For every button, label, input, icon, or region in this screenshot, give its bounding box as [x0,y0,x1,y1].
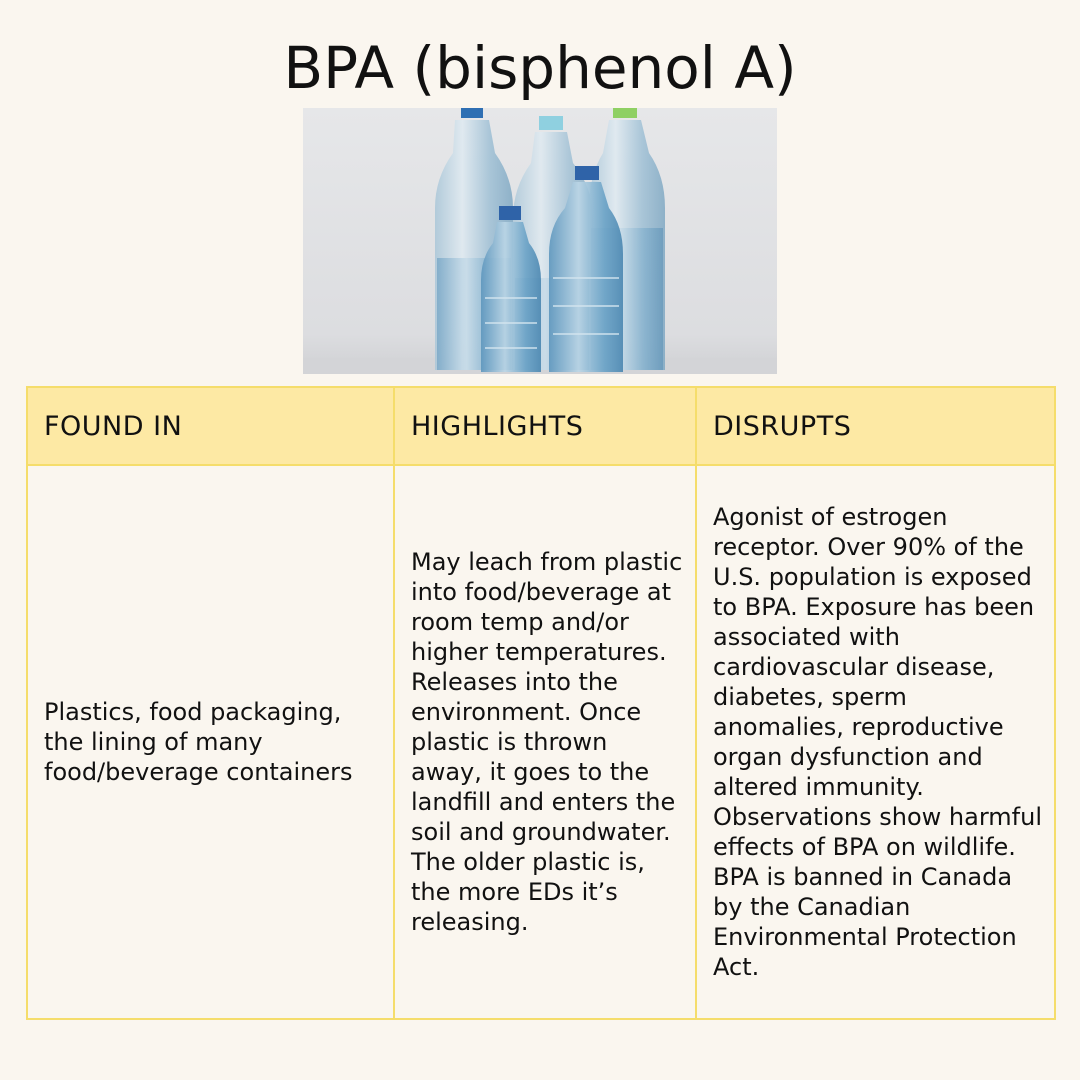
cell-disrupts: Agonist of estrogen receptor. Over 90% of the U.S. population is exposed to BPA. Exposure has been associated with cardiovascular disease, diabetes, sperm anomalies, reproductive organ dysfunction and altered immunity. Observations show harmful effects of BPA on wildlife. BPA is banned in Canada by the Canadian Environmental Protection Act. [696,465,1055,1019]
cell-highlights: May leach from plastic into food/beverage at room temp and/or higher temperatures. Releases into the environment. Once plastic is thrown away, it goes to the landfill and enters the soil and groundwater. The older plastic is, the more EDs it’s releasing. [394,465,696,1019]
bpa-info-table [26,386,1056,1020]
header-found-in: FOUND IN [27,387,394,465]
header-highlights: HIGHLIGHTS [394,387,696,465]
plastic-water-bottles-icon [303,108,777,374]
page-title: BPA (bisphenol A) [283,34,797,102]
header-disrupts: DISRUPTS [696,387,1055,465]
cell-found-in: Plastics, food packaging, the lining of many food/beverage containers [27,465,394,1019]
bottles-photo [303,108,777,374]
table-row [27,465,1055,1019]
table-header-row [27,387,1055,465]
